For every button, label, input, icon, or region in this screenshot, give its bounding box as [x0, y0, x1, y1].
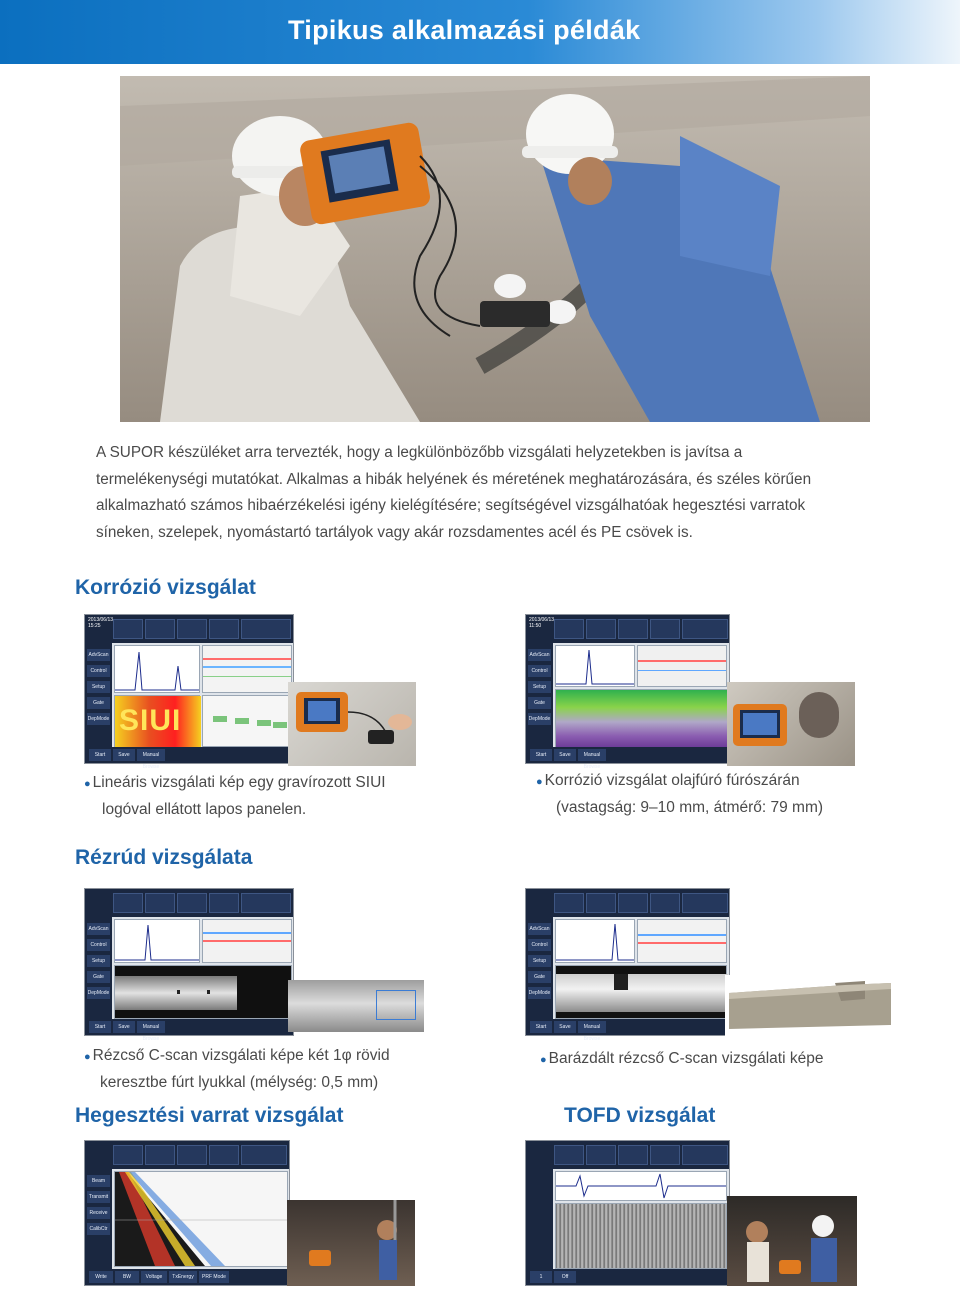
screen-side-menu: [526, 643, 553, 763]
bullet-icon: ●: [84, 778, 91, 790]
transmit-button[interactable]: Transmit: [87, 1191, 110, 1203]
b-scan-plot: [202, 919, 292, 963]
bullet-icon: ●: [84, 1051, 91, 1063]
start-button[interactable]: Start: [89, 749, 111, 761]
section-title-tofd: TOFD vizsgálat: [564, 1104, 716, 1127]
screen-bottom-menu: [526, 747, 729, 770]
prf-mode-button[interactable]: PRF Mode: [199, 1271, 229, 1283]
setup-button[interactable]: Setup: [87, 955, 110, 967]
b-scan-plot: [637, 919, 727, 963]
start-button[interactable]: Start: [530, 749, 552, 761]
write-button[interactable]: Write: [89, 1271, 113, 1283]
caption-line: Lineáris vizsgálati kép egy gravírozott SIUI: [92, 774, 386, 791]
c-scan-siui-plot: [114, 695, 200, 747]
intro-line: A SUPOR készüléket arra tervezték, hogy a legkülönbözőbb vizsgálati helyzetekben is javítsa a: [96, 444, 743, 461]
screen-status-bar: [85, 1141, 289, 1169]
beam-button[interactable]: Beam: [87, 1175, 110, 1187]
screen-status-bar: [85, 889, 293, 917]
c-scan-copper-plot: [114, 965, 292, 1019]
tofd-photo: [727, 1196, 857, 1286]
page-title: Tipikus alkalmazási példák: [288, 15, 641, 45]
screen-date: 2013/06/13: [88, 617, 114, 623]
drill-pipe-photo: [727, 682, 855, 766]
b-scan-plot: [202, 645, 292, 693]
control-button[interactable]: Control: [87, 939, 110, 951]
siui-logo-text: SIUI: [119, 704, 182, 737]
depmode-button[interactable]: DepMode: [87, 987, 110, 999]
technicians-illustration: [120, 76, 870, 422]
advscan-button[interactable]: AdvScan: [87, 649, 110, 661]
voltage-button[interactable]: Voltage: [141, 1271, 167, 1283]
depmode-button[interactable]: DepMode: [528, 987, 551, 999]
control-button[interactable]: Control: [87, 665, 110, 677]
instrument-screen-corrosion: [525, 614, 730, 770]
caption-line: logóval ellátott lapos panelen.: [102, 801, 307, 818]
section-title-copper-rod: Rézrúd vizsgálata: [75, 846, 253, 869]
gate-button[interactable]: Gate: [87, 971, 110, 983]
caption-line: keresztbe fúrt lyukkal (mélység: 0,5 mm): [100, 1074, 379, 1091]
control-button[interactable]: Control: [528, 939, 551, 951]
instrument-screen-copper-tube: [84, 888, 294, 1042]
gate-button[interactable]: Gate: [528, 971, 551, 983]
intro-line: termelékenységi mutatókat. Alkalmas a hibák helyének és méretének meghatározására, és széles körűen: [96, 470, 812, 488]
advscan-button[interactable]: AdvScan: [528, 923, 551, 935]
depmode-button[interactable]: DepMode: [528, 713, 551, 725]
tofd-d-scan-plot: [555, 1203, 727, 1269]
caption-copper-tube: [84, 1043, 390, 1095]
intro-line: síneken, szelepek, nyomástartó tartályok vagy akár rozsdamentes acél és PE csövek is.: [96, 523, 693, 541]
copper-tube-photo: [288, 980, 424, 1032]
screen-status-bar: [526, 889, 729, 917]
setup-button[interactable]: Setup: [87, 681, 110, 693]
main-photo: [120, 76, 870, 422]
screen-time: 15:25: [88, 623, 101, 629]
gate-button[interactable]: Gate: [87, 697, 110, 709]
start-button[interactable]: Start: [89, 1021, 111, 1033]
b-scan-plot: [637, 645, 727, 687]
bullet-icon: ●: [536, 776, 543, 788]
start-button[interactable]: Start: [530, 1021, 552, 1033]
save-button[interactable]: Save: [554, 1021, 576, 1033]
screen-bottom-menu: [85, 1019, 293, 1042]
screen-status-bar: [526, 615, 729, 643]
caption-flat-panel: [84, 770, 386, 822]
a-scan-plot: [555, 1171, 727, 1201]
a-scan-plot: [555, 919, 635, 963]
advscan-button[interactable]: AdvScan: [87, 923, 110, 935]
screen-side-menu: [85, 1169, 112, 1285]
receive-button[interactable]: Receive: [87, 1207, 110, 1219]
caption-line: Korrózió vizsgálat olajfúró fúrószárán: [544, 772, 800, 789]
screen-status-bar: [85, 615, 293, 643]
sector-scan-plot: [114, 1171, 288, 1267]
caption-drill-pipe: [536, 768, 823, 820]
intro-line: alkalmazható számos hibaérzékelési igény kielégítésére; segítségével vizsgálhatóak hegesztési varratok: [96, 497, 806, 514]
caption-line: (vastagság: 9–10 mm, átmérő: 79 mm): [556, 799, 824, 816]
txenergy-button[interactable]: TxEnergy: [169, 1271, 197, 1283]
instrument-screen-tofd: [525, 1140, 730, 1286]
depmode-button[interactable]: DepMode: [87, 713, 110, 725]
header-bar: [0, 0, 960, 64]
a-scan-plot: [114, 919, 200, 963]
screen-bottom-menu: [85, 747, 293, 770]
d-scan-plot: [202, 695, 292, 747]
intro-paragraph: [96, 440, 876, 546]
tofd-button-1[interactable]: 1: [530, 1271, 552, 1283]
setup-button[interactable]: Setup: [528, 955, 551, 967]
off-button[interactable]: Off: [554, 1271, 576, 1283]
screen-side-menu: [85, 917, 112, 1035]
screen-side-menu: [526, 1169, 553, 1285]
calibctr-button[interactable]: CalibCtr: [87, 1223, 110, 1235]
section-title-weld: Hegesztési varrat vizsgálat: [75, 1104, 344, 1127]
screen-side-menu: [526, 917, 553, 1035]
caption-line: Rézcső C-scan vizsgálati képe két 1φ rövid: [92, 1047, 390, 1064]
instrument-screen-weld: [84, 1140, 290, 1286]
save-button[interactable]: Save: [554, 749, 576, 761]
save-button[interactable]: Save: [113, 1021, 135, 1033]
screen-side-menu: [85, 643, 112, 763]
grooved-tube-photo: [725, 975, 895, 1037]
c-scan-corrosion-plot: [555, 689, 727, 747]
flat-panel-photo: [288, 682, 416, 766]
screen-time: 11:50: [529, 623, 542, 629]
save-button[interactable]: Save: [113, 749, 135, 761]
control-button[interactable]: Control: [528, 665, 551, 677]
caption-grooved-tube: [540, 1046, 823, 1073]
weld-inspection-photo: [287, 1200, 415, 1286]
a-scan-plot: [555, 645, 635, 687]
manual-browse-button[interactable]: Manual Browse: [578, 1021, 606, 1033]
setup-button[interactable]: Setup: [528, 681, 551, 693]
caption-line: Barázdált rézcső C-scan vizsgálati képe: [548, 1050, 824, 1067]
screen-bottom-menu: [85, 1269, 289, 1285]
screen-bottom-menu: [526, 1019, 729, 1042]
manual-browse-button[interactable]: Manual Browse: [578, 749, 606, 761]
gate-button[interactable]: Gate: [528, 697, 551, 709]
screen-status-bar: [526, 1141, 729, 1169]
manual-browse-button[interactable]: Manual Browse: [137, 749, 165, 761]
advscan-button[interactable]: AdvScan: [528, 649, 551, 661]
bw-button[interactable]: BW: [115, 1271, 139, 1283]
manual-browse-button[interactable]: Manual Browse: [137, 1021, 165, 1033]
c-scan-grooved-plot: [555, 965, 727, 1019]
section-title-corrosion: Korrózió vizsgálat: [75, 576, 256, 599]
screen-date: 2013/06/13: [529, 617, 555, 623]
bullet-icon: ●: [540, 1054, 547, 1066]
a-scan-plot: [114, 645, 200, 693]
screen-bottom-menu: [526, 1269, 729, 1285]
instrument-screen-siui: [84, 614, 294, 770]
instrument-screen-grooved-tube: [525, 888, 730, 1042]
